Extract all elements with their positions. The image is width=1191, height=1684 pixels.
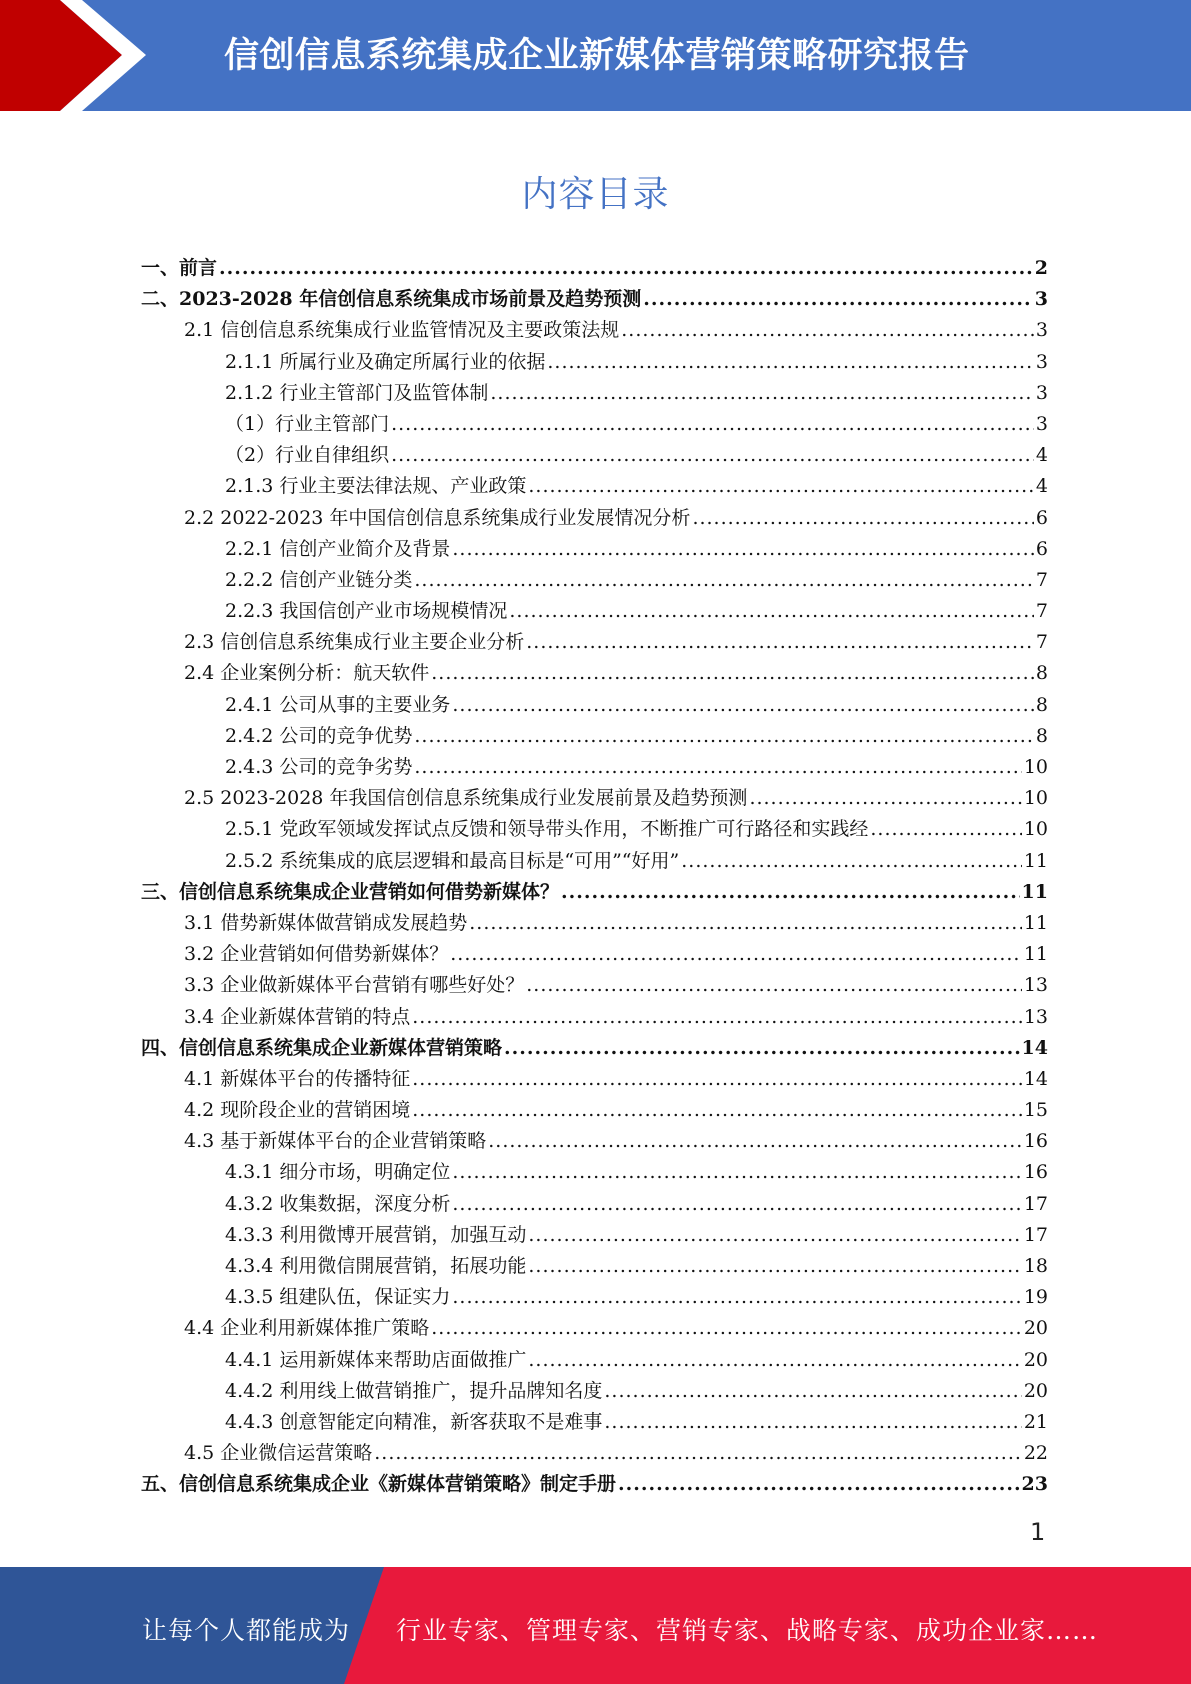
toc-entry-page: 8 [1035, 693, 1048, 716]
toc-entry-label: 2.2 2022-2023 年中国信创信息系统集成行业发展情况分析 [184, 506, 691, 529]
toc-entry[interactable] [141, 1095, 1048, 1126]
toc-entry-page: 18 [1023, 1255, 1048, 1277]
toc-entry-page: 15 [1023, 1099, 1048, 1122]
toc-leader-dots [526, 970, 1022, 1001]
toc-entry-label: 3.2 企业营销如何借势新媒体？ [184, 943, 449, 966]
toc-entry[interactable] [141, 315, 1048, 346]
toc-entry[interactable] [141, 690, 1048, 721]
footer-band [0, 1567, 1191, 1684]
toc-entry[interactable] [141, 378, 1048, 409]
toc-entry-page: 7 [1035, 568, 1048, 591]
toc-entry[interactable] [141, 1033, 1048, 1064]
toc-entry-page: 14 [1021, 1036, 1048, 1059]
toc-entry-label: 2.2.2 信创产业链分类 [225, 568, 413, 591]
toc-entry-label: 2.2.1 信创产业简介及背景 [225, 537, 451, 560]
toc-leader-dots [528, 1251, 1021, 1282]
toc-entry-label: 4.3.5 组建队伍，保证实力 [225, 1286, 451, 1309]
toc-leader-dots [452, 1282, 1021, 1313]
toc-leader-dots [528, 471, 1034, 502]
toc-entry-label: 2.4 企业案例分析：航天软件 [184, 662, 430, 685]
toc-leader-dots [621, 315, 1034, 346]
toc-entry-page: 21 [1023, 1410, 1048, 1433]
toc-entry-page: 22 [1023, 1442, 1048, 1465]
toc-entry-page: 13 [1023, 974, 1048, 997]
toc-entry-page: 20 [1023, 1379, 1048, 1402]
toc-entry-label: 4.3.4 利用微信開展营销，拓展功能 [225, 1255, 527, 1277]
toc-entry-label: 一、前言 [141, 257, 218, 279]
toc-leader-dots [450, 939, 1022, 970]
toc-leader-dots [391, 440, 1034, 471]
toc-entry-page: 10 [1023, 818, 1048, 841]
toc-entry[interactable] [141, 440, 1048, 471]
header-arrow-decoration [0, 0, 160, 111]
toc-entry-label: 2.2.3 我国信创产业市场规模情况 [225, 600, 508, 623]
toc-entry-page: 8 [1035, 724, 1048, 747]
toc-leader-dots [431, 658, 1034, 689]
toc-entry[interactable] [141, 253, 1048, 284]
toc-entry[interactable] [141, 1064, 1048, 1095]
toc-entry[interactable] [141, 1157, 1048, 1188]
toc-entry-label: 2.1.3 行业主要法律法规、产业政策 [225, 475, 527, 498]
toc-entry-label: 二、2023-2028 年信创信息系统集成市场前景及趋势预测 [141, 288, 642, 311]
toc-entry[interactable] [141, 347, 1048, 378]
toc-entry-label: （2）行业自律组织 [225, 444, 390, 467]
toc-entry-label: 4.4 企业利用新媒体推广策略 [184, 1317, 430, 1340]
toc-entry-label: 4.4.1 运用新媒体来帮助店面做推广 [225, 1348, 527, 1371]
toc-entry-label: 三、信创信息系统集成企业营销如何借势新媒体？ [141, 880, 560, 903]
toc-entry-label: 4.3.2 收集数据，深度分析 [225, 1192, 451, 1215]
toc-entry-page: 7 [1035, 631, 1048, 654]
toc-entry-page: 6 [1035, 537, 1048, 560]
toc-entry[interactable] [141, 534, 1048, 565]
toc-leader-dots [528, 1345, 1021, 1376]
toc-entry[interactable] [141, 721, 1048, 752]
toc-entry-page: 7 [1035, 600, 1048, 623]
toc-entry-page: 3 [1035, 412, 1048, 435]
toc-leader-dots [604, 1407, 1021, 1438]
toc-leader-dots [547, 347, 1034, 378]
toc-entry-label: 4.3 基于新媒体平台的企业营销策略 [184, 1130, 487, 1153]
toc-leader-dots [870, 814, 1021, 845]
toc-entry-label: 4.2 现阶段企业的营销困境 [184, 1099, 411, 1122]
toc-leader-dots [452, 534, 1034, 565]
toc-leader-dots [452, 1189, 1021, 1220]
toc-entry[interactable] [141, 471, 1048, 502]
toc-entry[interactable] [141, 814, 1048, 845]
toc-entry-page: 11 [1021, 880, 1048, 903]
toc-entry-label: 四、信创信息系统集成企业新媒体营销策略 [141, 1036, 503, 1059]
toc-entry-label: 2.4.3 公司的竞争劣势 [225, 756, 413, 778]
toc-entry-page: 19 [1023, 1286, 1048, 1309]
toc-entry-page: 20 [1023, 1317, 1048, 1340]
toc-entry-label: 2.5.2 系统集成的底层逻辑和最高目标是“可用”“好用” [225, 849, 680, 872]
toc-entry-label: 2.4.2 公司的竞争优势 [225, 724, 413, 747]
toc-entry-label: 2.1.1 所属行业及确定所属行业的依据 [225, 350, 546, 373]
toc-entry-page: 3 [1035, 381, 1048, 404]
toc-leader-dots [488, 1126, 1022, 1157]
toc-entry-page: 3 [1035, 350, 1048, 373]
toc-leader-dots [414, 565, 1034, 596]
toc-entry[interactable] [141, 596, 1048, 627]
toc-leader-dots [412, 1002, 1022, 1033]
toc-entry-page: 13 [1023, 1005, 1048, 1028]
toc-entry-label: 4.5 企业微信运营策略 [184, 1442, 373, 1465]
toc-entry[interactable] [141, 1282, 1048, 1313]
toc-leader-dots [509, 596, 1034, 627]
toc-entry[interactable] [141, 970, 1048, 1001]
toc-entry-page: 6 [1035, 506, 1048, 529]
toc-entry-page: 16 [1023, 1161, 1048, 1184]
toc-entry-label: 4.4.3 创意智能定向精准，新客获取不是难事 [225, 1410, 603, 1433]
toc-entry[interactable] [141, 1002, 1048, 1033]
toc-entry-label: 2.3 信创信息系统集成行业主要企业分析 [184, 631, 525, 654]
toc-leader-dots [490, 378, 1034, 409]
toc-leader-dots [692, 503, 1033, 534]
toc-entry-page: 2 [1034, 257, 1048, 279]
toc-leader-dots [749, 783, 1021, 814]
toc-leader-dots [412, 1064, 1022, 1095]
table-of-contents [141, 253, 1048, 1501]
toc-entry[interactable] [141, 1438, 1048, 1469]
toc-entry-page: 3 [1034, 288, 1048, 311]
toc-entry[interactable] [141, 627, 1048, 658]
toc-entry[interactable] [141, 1345, 1048, 1376]
toc-entry[interactable] [141, 752, 1048, 783]
toc-entry[interactable] [141, 846, 1048, 877]
toc-entry-page: 11 [1023, 911, 1048, 934]
toc-entry[interactable] [141, 877, 1048, 908]
toc-leader-dots [469, 908, 1022, 939]
toc-leader-dots [412, 1095, 1022, 1126]
report-title: 信创信息系统集成企业新媒体营销策略研究报告 [224, 36, 970, 76]
toc-entry-page: 20 [1023, 1348, 1048, 1371]
toc-entry-page: 23 [1021, 1473, 1048, 1496]
toc-leader-dots [452, 1157, 1021, 1188]
toc-leader-dots [219, 253, 1033, 284]
toc-leader-dots [643, 284, 1033, 315]
toc-leader-dots [504, 1033, 1020, 1064]
toc-entry[interactable] [141, 1189, 1048, 1220]
toc-entry[interactable] [141, 783, 1048, 814]
toc-entry-page: 4 [1035, 444, 1048, 467]
toc-entry-page: 10 [1023, 756, 1048, 778]
toc-entry[interactable] [141, 1376, 1048, 1407]
toc-entry-label: 4.3.1 细分市场，明确定位 [225, 1161, 451, 1184]
toc-leader-dots [681, 846, 1022, 877]
toc-entry-page: 14 [1023, 1067, 1048, 1090]
toc-entry[interactable] [141, 1126, 1048, 1157]
toc-entry[interactable] [141, 658, 1048, 689]
toc-leader-dots [431, 1313, 1022, 1344]
toc-entry-page: 11 [1023, 849, 1048, 872]
toc-leader-dots [374, 1438, 1022, 1469]
toc-entry-page: 16 [1023, 1130, 1048, 1153]
footer-slogan-right: 行业专家、管理专家、营销专家、战略专家、成功企业家…… [396, 1616, 1099, 1645]
toc-leader-dots [528, 1220, 1021, 1251]
toc-entry[interactable] [141, 1469, 1048, 1500]
toc-leader-dots [604, 1376, 1021, 1407]
toc-entry-label: 3.3 企业做新媒体平台营销有哪些好处？ [184, 974, 525, 997]
toc-entry-label: 2.1 信创信息系统集成行业监管情况及主要政策法规 [184, 319, 620, 342]
toc-leader-dots [526, 627, 1034, 658]
toc-leader-dots [452, 690, 1034, 721]
toc-entry-label: 2.4.1 公司从事的主要业务 [225, 693, 451, 716]
toc-entry-label: 3.4 企业新媒体营销的特点 [184, 1005, 411, 1028]
toc-entry-label: 2.5 2023-2028 年我国信创信息系统集成行业发展前景及趋势预测 [184, 787, 748, 810]
toc-entry-page: 8 [1035, 662, 1048, 685]
toc-entry[interactable] [141, 565, 1048, 596]
page-number: 1 [1030, 1518, 1046, 1546]
footer-slogan-left: 让每个人都能成为 [142, 1616, 351, 1645]
toc-entry-label: 五、信创信息系统集成企业《新媒体营销策略》制定手册 [141, 1473, 617, 1496]
toc-entry-page: 4 [1035, 475, 1048, 498]
toc-entry-label: 2.5.1 党政军领域发挥试点反馈和领导带头作用，不断推广可行路径和实践经 [225, 818, 869, 841]
toc-entry[interactable] [141, 1313, 1048, 1344]
toc-entry-page: 10 [1023, 787, 1048, 810]
toc-leader-dots [414, 752, 1021, 783]
toc-entry[interactable] [141, 1251, 1048, 1282]
toc-entry-page: 17 [1023, 1223, 1048, 1246]
toc-entry-label: 4.4.2 利用线上做营销推广，提升品牌知名度 [225, 1379, 603, 1402]
toc-title: 内容目录 [521, 174, 670, 215]
toc-entry-label: 3.1 借势新媒体做营销成发展趋势 [184, 911, 468, 934]
toc-entry[interactable] [141, 908, 1048, 939]
toc-leader-dots [618, 1469, 1020, 1500]
toc-leader-dots [414, 721, 1034, 752]
toc-entry-page: 11 [1023, 943, 1048, 966]
toc-entry[interactable] [141, 503, 1048, 534]
toc-entry[interactable] [141, 1407, 1048, 1438]
toc-entry-label: （1）行业主管部门 [225, 412, 390, 435]
header-band [0, 0, 1191, 111]
toc-leader-dots [561, 877, 1020, 908]
toc-entry-label: 4.1 新媒体平台的传播特征 [184, 1067, 411, 1090]
toc-entry[interactable] [141, 939, 1048, 970]
toc-entry-page: 17 [1023, 1192, 1048, 1215]
toc-entry-label: 4.3.3 利用微博开展营销，加强互动 [225, 1223, 527, 1246]
toc-entry-label: 2.1.2 行业主管部门及监管体制 [225, 381, 489, 404]
toc-entry[interactable] [141, 409, 1048, 440]
toc-entry[interactable] [141, 1220, 1048, 1251]
toc-entry-page: 3 [1035, 319, 1048, 342]
toc-leader-dots [391, 409, 1034, 440]
toc-entry[interactable] [141, 284, 1048, 315]
